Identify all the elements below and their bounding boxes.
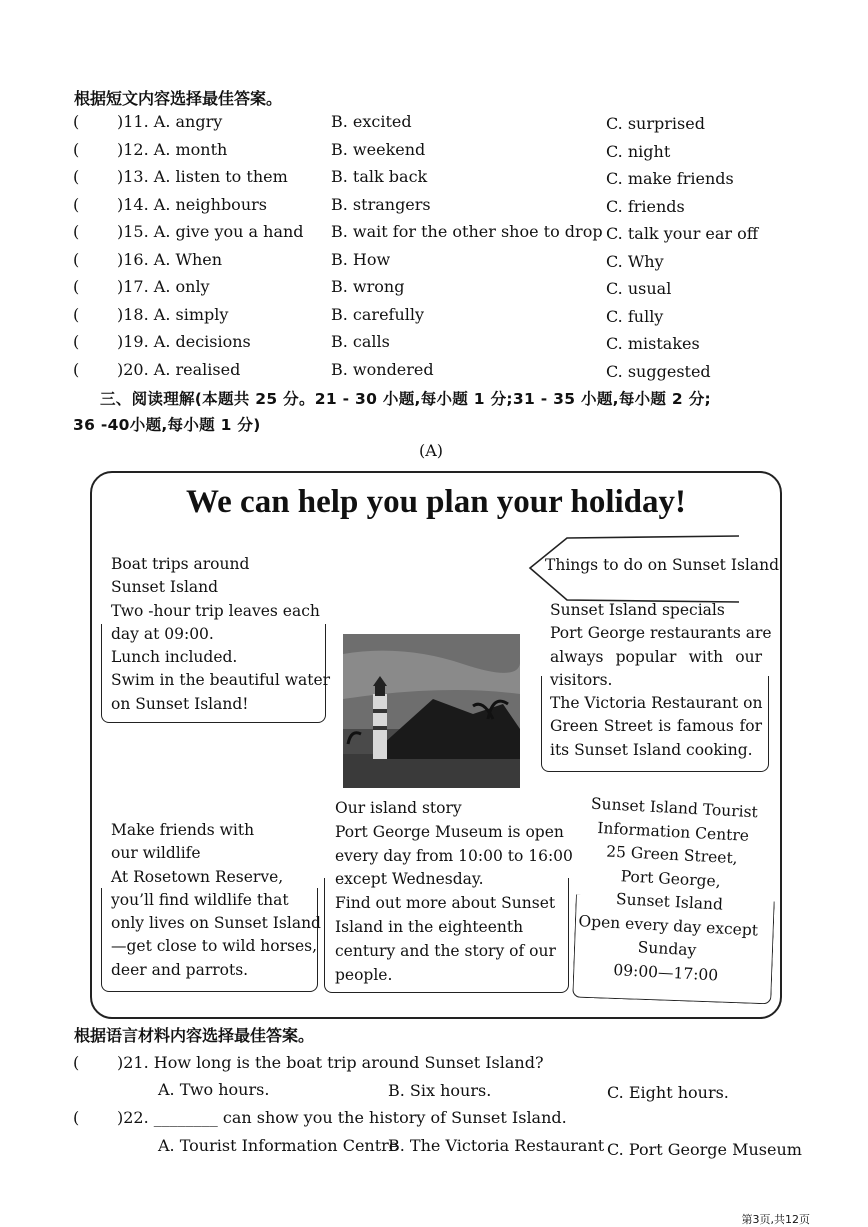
- specials-line: always popular with our: [550, 647, 762, 666]
- boat-line: Lunch included.: [111, 648, 238, 667]
- wildlife-line: deer and parrots.: [111, 960, 249, 979]
- cloze-12-option-b[interactable]: B. weekend: [331, 139, 426, 159]
- cloze-16-option-b[interactable]: B. How: [331, 249, 391, 269]
- story-line: every day from 10:00 to 16:00: [335, 846, 573, 865]
- cloze-16-option-c[interactable]: C. Why: [606, 251, 664, 271]
- things-to-do-label: Things to do on Sunset Island: [545, 556, 780, 574]
- cloze-15-answer-paren: (: [73, 222, 80, 241]
- q22-paren: (: [73, 1108, 80, 1127]
- cloze-16-answer-paren: (: [73, 249, 80, 269]
- cloze-14-option-a[interactable]: )14. A. neighbours: [117, 194, 267, 214]
- passage-label: (A): [419, 441, 444, 460]
- cloze-17-option-b[interactable]: B. wrong: [331, 277, 405, 296]
- cloze-17-answer-paren: (: [73, 277, 80, 296]
- q22-option-b[interactable]: B. The Victoria Restaurant: [388, 1136, 605, 1155]
- q22-stem: )22. ________ can show you the history of Sunset Island.: [117, 1108, 567, 1127]
- cloze-12-option-a[interactable]: )12. A. month: [117, 139, 228, 159]
- cloze-13-option-a[interactable]: )13. A. listen to them: [117, 167, 288, 186]
- wildlife-line: you’ll find wildlife that: [111, 890, 289, 909]
- boat-line: day at 09:00.: [111, 624, 214, 643]
- centre-line: Open every day except: [578, 911, 759, 940]
- centre-line: Sunday: [637, 938, 697, 960]
- cloze-18-answer-paren: (: [73, 304, 80, 324]
- centre-line: 09:00—17:00: [612, 960, 719, 984]
- island-story-block: [335, 797, 573, 987]
- centre-line: Information Centre: [596, 818, 750, 845]
- cloze-14-option-b[interactable]: B. strangers: [331, 194, 431, 214]
- q21-paren: (: [73, 1053, 80, 1072]
- story-line: Find out more about Sunset: [335, 894, 556, 913]
- story-line: Our island story: [335, 799, 462, 817]
- wildlife-block: [111, 819, 321, 982]
- q22-option-c[interactable]: C. Port George Museum: [607, 1140, 802, 1159]
- cloze-12-option-c[interactable]: C. night: [606, 141, 671, 161]
- cloze-20-option-a[interactable]: )20. A. realised: [117, 359, 241, 379]
- story-line: century and the story of our: [335, 941, 556, 960]
- cloze-20-option-c[interactable]: C. suggested: [606, 361, 711, 381]
- cloze-18-option-b[interactable]: B. carefully: [331, 304, 425, 324]
- boat-line: Boat trips around: [111, 555, 250, 573]
- story-line: people.: [335, 965, 393, 984]
- wildlife-line: Make friends with: [111, 821, 255, 839]
- cloze-19-option-c[interactable]: C. mistakes: [606, 334, 700, 353]
- cloze-19-option-b[interactable]: B. calls: [331, 332, 390, 351]
- wildlife-line: At Rosetown Reserve,: [111, 867, 284, 886]
- specials-line: Port George restaurants are: [550, 624, 772, 643]
- boat-trips-block: [111, 553, 330, 716]
- boat-line: on Sunset Island!: [111, 694, 249, 713]
- cloze-16-option-a[interactable]: )16. A. When: [117, 249, 223, 269]
- specials-line: The Victoria Restaurant on: [550, 694, 763, 713]
- q21-stem: )21. How long is the boat trip around Sunset Island?: [117, 1053, 544, 1072]
- reading-instruction: 根据语言材料内容选择最佳答案。: [74, 1026, 315, 1045]
- cloze-18-option-a[interactable]: )18. A. simply: [117, 304, 229, 324]
- centre-line: Port George,: [620, 866, 722, 890]
- q21-option-a[interactable]: A. Two hours.: [158, 1080, 270, 1099]
- cloze-13-option-b[interactable]: B. talk back: [331, 167, 428, 186]
- q21-option-b[interactable]: B. Six hours.: [388, 1081, 492, 1100]
- story-line: Island in the eighteenth: [335, 917, 524, 936]
- wildlife-line: only lives on Sunset Island: [111, 914, 321, 933]
- wildlife-line: —get close to wild horses,: [111, 937, 318, 956]
- boat-line: Two -hour trip leaves each: [111, 601, 320, 620]
- centre-line: 25 Green Street,: [605, 842, 739, 868]
- boat-line: Swim in the beautiful water: [111, 671, 331, 690]
- cloze-15-option-b[interactable]: B. wait for the other shoe to drop: [331, 222, 603, 241]
- cloze-18-option-c[interactable]: C. fully: [606, 306, 664, 326]
- centre-line: Sunset Island Tourist: [590, 794, 759, 822]
- cloze-14-answer-paren: (: [73, 194, 80, 214]
- lighthouse-photo: [343, 634, 520, 788]
- specials-line: visitors.: [550, 670, 613, 689]
- cloze-20-option-b[interactable]: B. wondered: [331, 359, 434, 379]
- cloze-11-answer-paren: (: [73, 112, 80, 131]
- centre-line: Sunset Island: [615, 890, 724, 914]
- cloze-14-option-c[interactable]: C. friends: [606, 196, 685, 216]
- cloze-17-option-a[interactable]: )17. A. only: [117, 277, 210, 296]
- q22-option-a[interactable]: A. Tourist Information Centre: [158, 1136, 399, 1155]
- story-line: except Wednesday.: [335, 870, 484, 889]
- specials-line: Sunset Island specials: [550, 601, 725, 619]
- cloze-19-option-a[interactable]: )19. A. decisions: [117, 332, 251, 351]
- cloze-19-answer-paren: (: [73, 332, 80, 351]
- cloze-20-answer-paren: (: [73, 359, 80, 379]
- cloze-15-option-c[interactable]: C. talk your ear off: [606, 224, 759, 243]
- specials-block: [550, 599, 772, 762]
- cloze-11-option-c[interactable]: C. surprised: [606, 114, 705, 133]
- page-number: 第3页,共12页: [741, 1213, 810, 1226]
- cloze-13-answer-paren: (: [73, 167, 80, 186]
- reading-section-title-cont: 36 -40小题,每小题 1 分): [73, 416, 261, 434]
- cloze-15-option-a[interactable]: )15. A. give you a hand: [117, 222, 304, 241]
- story-line: Port George Museum is open: [335, 822, 564, 841]
- cloze-12-answer-paren: (: [73, 139, 80, 159]
- q21-option-c[interactable]: C. Eight hours.: [607, 1083, 729, 1102]
- cloze-11-option-b[interactable]: B. excited: [331, 112, 412, 131]
- cloze-instruction: 根据短文内容选择最佳答案。: [74, 89, 283, 108]
- specials-line: its Sunset Island cooking.: [550, 740, 753, 759]
- advert-title: We can help you plan your holiday!: [185, 484, 686, 520]
- tourist-centre-block: [575, 792, 765, 989]
- cloze-13-option-c[interactable]: C. make friends: [606, 169, 734, 188]
- wildlife-line: our wildlife: [111, 844, 201, 863]
- cloze-11-option-a[interactable]: )11. A. angry: [117, 112, 223, 131]
- cloze-17-option-c[interactable]: C. usual: [606, 279, 672, 298]
- boat-line: Sunset Island: [111, 578, 219, 597]
- specials-line: Green Street is famous for: [550, 717, 762, 736]
- reading-section-title: 三、阅读理解(本题共 25 分。21 - 30 小题,每小题 1 分;31 - 35 小题,每小题 2 分;: [100, 390, 711, 408]
